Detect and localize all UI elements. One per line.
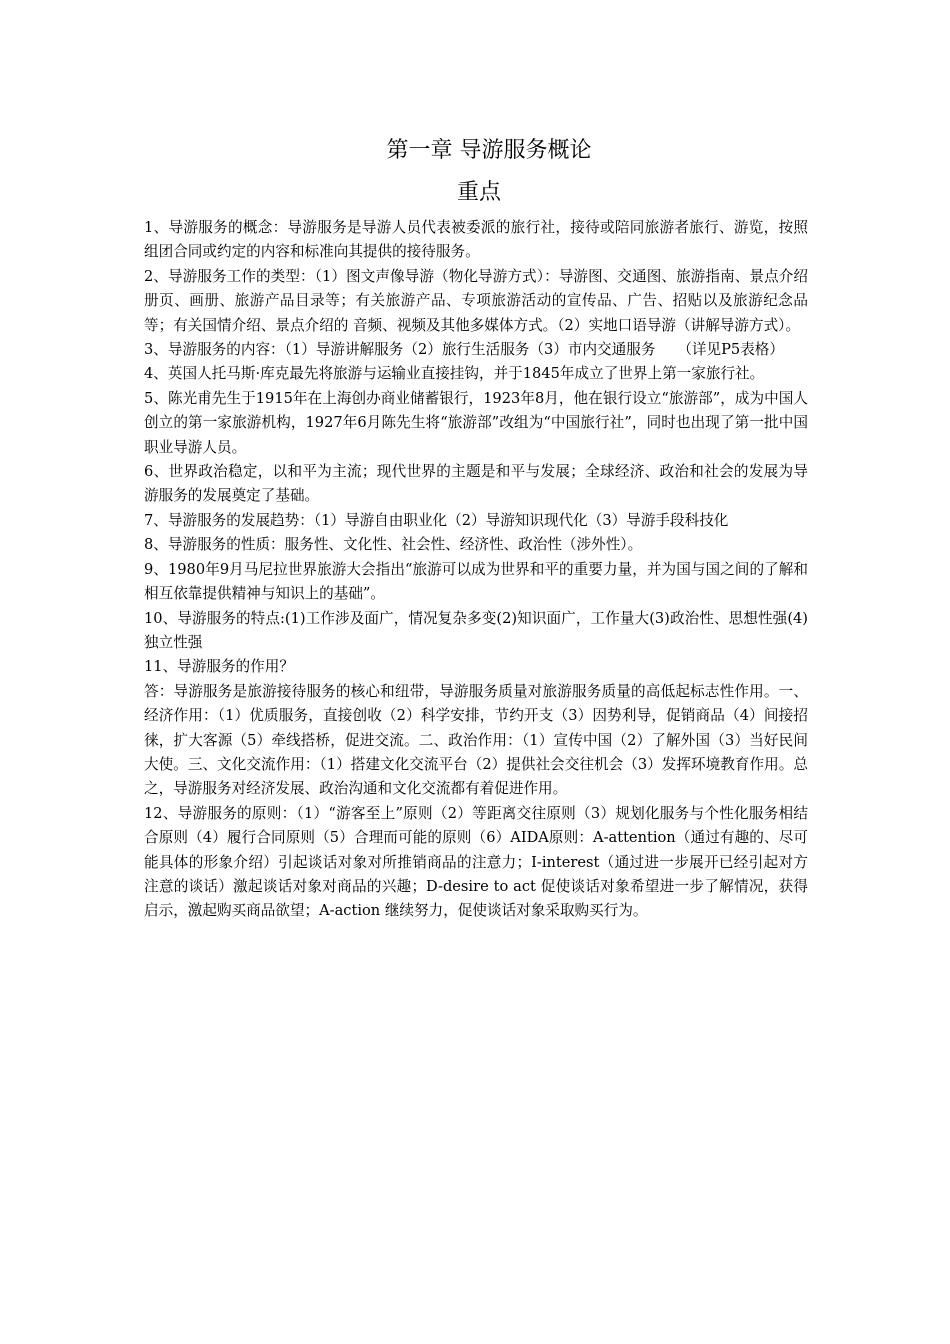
paragraph-4: 4、英国人托马斯·库克最先将旅游与运输业直接挂钩，并于1845年成立了世界上第一家旅行社。 [144,365,765,383]
paragraph-3: 3、导游服务的内容：（1）导游讲解服务（2）旅行生活服务（3）市内交通服务 （详见P5表格） [144,341,784,359]
document-page [144,136,808,924]
section-heading: 重点 [456,180,501,205]
paragraph-11-answer: 答：导游服务是旅游接待服务的核心和纽带，导游服务质量对旅游服务质量的高低起标志性作用。一、经济作用：（1）优质服务，直接创收（2）科学安排，节约开支（3）因势利导，促销商品（4）间接招徕，扩大客源（5）牵线搭桥，促进交流。二、政治作用：（1）宣传中国（2）了解外国（3）当好民间大使。三、文化交流作用：（1）搭建文化交流平台（2）提供社会交往机会（3）发挥环境教育作用。总之，导游服务对经济发展、政治沟通和文化交流都有着促进作用。 [144,682,808,798]
paragraph-6: 6、世界政治稳定，以和平为主流；现代世界的主题是和平与发展；全球经济、政治和社会的发展为导游服务的发展奠定了基础。 [144,463,808,505]
paragraph-7: 7、导游服务的发展趋势：（1）导游自由职业化（2）导游知识现代化（3）导游手段科技化 [144,511,729,529]
paragraph-11-question: 11、导游服务的作用？ [144,658,294,676]
paragraph-1: 1、导游服务的概念：导游服务是导游人员代表被委派的旅行社，接待或陪同旅游者旅行、游览，按照组团合同或约定的内容和标准向其提供的接待服务。 [144,219,808,261]
paragraph-9: 9、1980年9月马尼拉世界旅游大会指出“旅游可以成为世界和平的重要力量，并为国与国之间的了解和相互依靠提供精神与知识上的基础”。 [144,560,808,603]
paragraph-5: 5、陈光甫先生于1915年在上海创办商业储蓄银行，1923年8月，他在银行设立“旅游部”，成为中国人创立的第一家旅游机构，1927年6月陈先生将“旅游部”改组为“中国旅行社”，同时也出现了第一批中国职业导游人员。 [144,389,808,456]
paragraph-8: 8、导游服务的性质：服务性、文化性、社会性、经济性、政治性（涉外性）。 [144,536,643,554]
paragraph-10: 10、导游服务的特点:(1)工作涉及面广，情况复杂多变(2)知识面广，工作量大(3)政治性、思想性强(4)独立性强 [144,609,808,651]
paragraph-2: 2、导游服务工作的类型：（1）图文声像导游（物化导游方式）：导游图、交通图、旅游指南、景点介绍册页、画册、旅游产品目录等；有关旅游产品、专项旅游活动的宣传品、广告、招贴以及旅游纪念品等；有关国情介绍、景点介绍的 音频、视频及其他多媒体方式。（2）实地口语导游（讲解导游方式）。 [144,267,808,334]
paragraph-12: 12、导游服务的原则：（1）“游客至上”原则（2）等距离交往原则（3）规划化服务与个性化服务相结合原则（4）履行合同原则（5）合理而可能的原则（6）AIDA原则：A-attention（通过有趣的、尽可能具体的形象介绍）引起谈话对象对所推销商品的注意力；I-interest（通过进一步展开已经引起对方注意的谈话）激起谈话对象对商品的兴趣；D-desire to act 促使谈话对象希望进一步了解情况，获得启示，激起购买商品欲望；A-action 继续努力，促使谈话对象采取购买行为。 [144,804,808,920]
chapter-title: 第一章 导游服务概论 [386,138,592,163]
